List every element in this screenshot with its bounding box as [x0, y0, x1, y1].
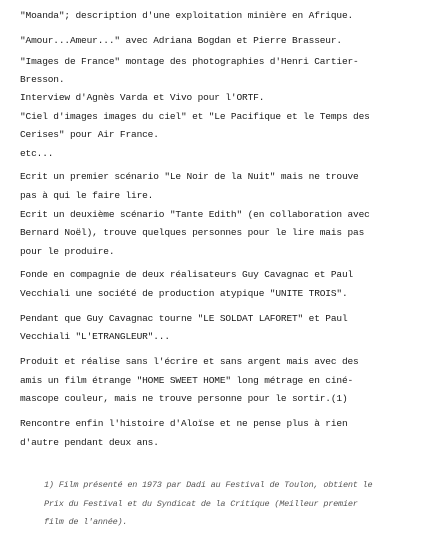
text-line: Interview d'Agnès Varda et Vivo pour l'ORTF. [20, 92, 265, 103]
text-line: Bernard Noël), trouve quelques personnes pour le lire mais pas [20, 227, 365, 238]
text-line: mascope couleur, mais ne trouve personne pour le sortir.(1) [20, 393, 348, 404]
text-line: Rencontre enfin l'histoire d'Aloïse et ne pense plus à rien [20, 418, 348, 429]
text-line: Cerises" pour Air France. [20, 129, 159, 140]
text-line: Produit et réalise sans l'écrire et sans argent mais avec des [20, 356, 359, 367]
text-line: Ecrit un premier scénario "Le Noir de la Nuit" mais ne trouve [20, 171, 359, 182]
text-line: Bresson. [20, 74, 65, 85]
text-line: Ecrit un deuxième scénario "Tante Edith" (en collaboration avec [20, 209, 370, 220]
text-line: "Amour...Ameur..." avec Adriana Bogdan et Pierre Brasseur. [20, 35, 342, 46]
text-line: Vecchiali "L'ETRANGLEUR"... [20, 331, 170, 342]
text-line: Pendant que Guy Cavagnac tourne "LE SOLDAT LAFORET" et Paul [20, 313, 348, 324]
footnote-line: 1) Film présenté en 1973 par Dadi au Festival de Toulon, obtient le [44, 480, 373, 490]
text-line: amis un film étrange "HOME SWEET HOME" long métrage en ciné- [20, 375, 354, 386]
footnote-line: Prix du Festival et du Syndicat de la Critique (Meilleur premier [44, 499, 358, 509]
text-line: d'autre pendant deux ans. [20, 437, 159, 448]
text-line: etc... [20, 148, 54, 159]
text-line: "Ciel d'images images du ciel" et "Le Pacifique et le Temps des [20, 111, 370, 122]
text-line: Fonde en compagnie de deux réalisateurs Guy Cavagnac et Paul [20, 269, 354, 280]
text-line: pour le produire. [20, 246, 115, 257]
text-line: "Moanda"; description d'une exploitation minière en Afrique. [20, 10, 354, 21]
text-line: pas à qui le faire lire. [20, 190, 154, 201]
footnote-line: film de l'année). [44, 517, 128, 527]
text-line: "Images de France" montage des photographies d'Henri Cartier- [20, 56, 359, 67]
text-line: Vecchiali une société de production atypique "UNITE TROIS". [20, 288, 348, 299]
